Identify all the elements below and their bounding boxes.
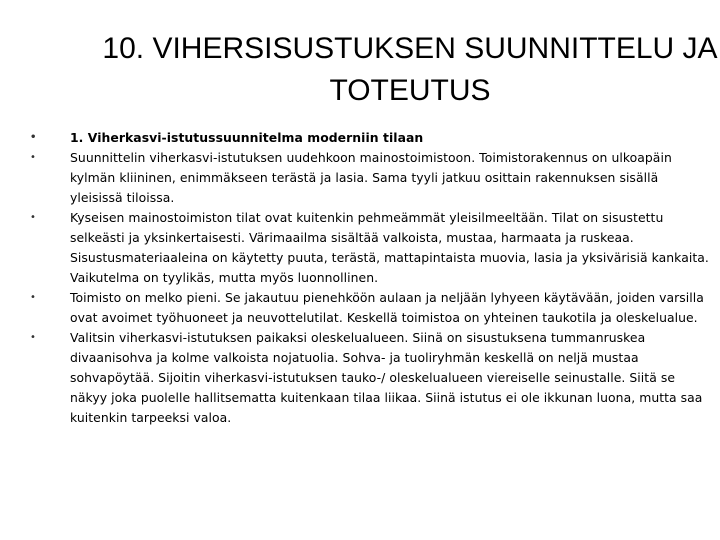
bullet-item bbox=[30, 128, 710, 148]
bullet-text: Kyseisen mainostoimiston tilat ovat kuitenkin pehmeämmät yleisilmeeltään. Tilat on sisustettu selkeästi ja yksinkertaisesti. Värimaailma sisältää valkoista, mustaa, harmaata ja ruskeaa. Sisustusmateriaaleina on käytetty puuta, terästä, mattapintaista muovia, lasia ja yksivärisiä kankaita. Vaikutelma on tyylikäs, mutta myös luonnollinen. bbox=[70, 210, 709, 285]
bullet-item bbox=[30, 328, 710, 428]
bullet-dot-icon: • bbox=[30, 152, 36, 163]
bullet-item bbox=[30, 288, 710, 328]
bullet-dot-icon: • bbox=[30, 132, 37, 143]
bullet-list bbox=[30, 128, 710, 428]
bullet-dot-icon: • bbox=[30, 332, 36, 343]
bullet-dot-icon: • bbox=[30, 212, 36, 223]
bullet-text: Toimisto on melko pieni. Se jakautuu pienehköön aulaan ja neljään lyhyeen käytävään, joiden varsilla ovat avoimet työhuoneet ja neuvottelutilat. Keskellä toimistoa on yhteinen taukotila ja oleskelualue. bbox=[70, 290, 704, 325]
bullet-text: 1. Viherkasvi-istutussuunnitelma moderniin tilaan bbox=[70, 130, 424, 145]
bullet-item bbox=[30, 148, 710, 208]
bullet-text: Valitsin viherkasvi-istutuksen paikaksi oleskelualueen. Siinä on sisustuksena tummanruskea divaanisohva ja kolme valkoista nojatuolia. Sohva- ja tuoliryhmän keskellä on neljä mustaa sohvapöytää. Sijoitin viherkasvi-istutuksen tauko-/ oleskelualueen viereiselle seinustalle. Siitä se näkyy joka puolelle hallitsematta kuitenkaan tilaa liikaa. Siinä istutus ei ole ikkunan luona, mutta saa kuitenkin tarpeeksi valoa. bbox=[70, 330, 703, 425]
bullet-dot-icon: • bbox=[30, 292, 36, 303]
bullet-text: Suunnittelin viherkasvi-istutuksen uudehkoon mainostoimistoon. Toimistorakennus on ulkoapäin kylmän kliininen, enimmäkseen terästä ja lasia. Sama tyyli jatkuu osittain rakennuksen sisällä yleisissä tiloissa. bbox=[70, 150, 672, 205]
bullet-item bbox=[30, 208, 710, 288]
slide-title: 10. VIHERSISUSTUKSEN SUUNNITTELU JA TOTEUTUS bbox=[102, 32, 718, 107]
